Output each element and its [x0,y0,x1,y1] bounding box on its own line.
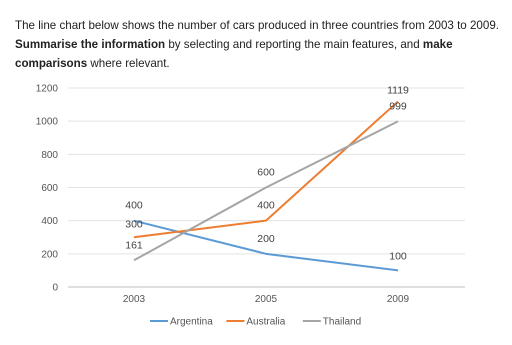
prompt-text-2: by selecting and reporting the main features, and [165,38,423,51]
legend-label: Australia [246,316,286,328]
prompt-text-3: where relevant. [87,57,170,70]
data-label: 400 [125,199,143,212]
series-line-argentina [134,221,398,271]
y-tick-label: 600 [41,183,58,194]
data-label: 161 [125,239,143,252]
x-tick-label: 2005 [254,294,278,305]
y-tick-label: 0 [52,282,58,294]
data-label: 100 [389,250,407,263]
data-label: 600 [257,166,275,179]
data-label: 200 [257,232,275,245]
y-tick-label: 800 [41,149,58,161]
data-label: 1119 [387,84,409,97]
data-label: 300 [125,218,143,231]
prompt-text-1: The line chart below shows the number of cars produced in three countries from 2003 to 2009. [15,19,499,32]
y-tick-label: 400 [41,216,58,228]
x-tick-label: 2009 [386,294,410,305]
data-label: 400 [257,199,275,212]
y-tick-label: 1000 [35,116,58,128]
prompt-bold-2: make comparisons [15,38,453,70]
data-label: 999 [389,100,407,113]
y-tick-label: 200 [41,249,58,261]
y-tick-label: 1200 [35,83,58,95]
prompt-bold-1: Summarise the information [15,38,166,51]
x-tick-label: 2003 [122,294,146,305]
legend-label: Argentina [170,316,213,328]
legend-label: Thailand [322,316,362,328]
